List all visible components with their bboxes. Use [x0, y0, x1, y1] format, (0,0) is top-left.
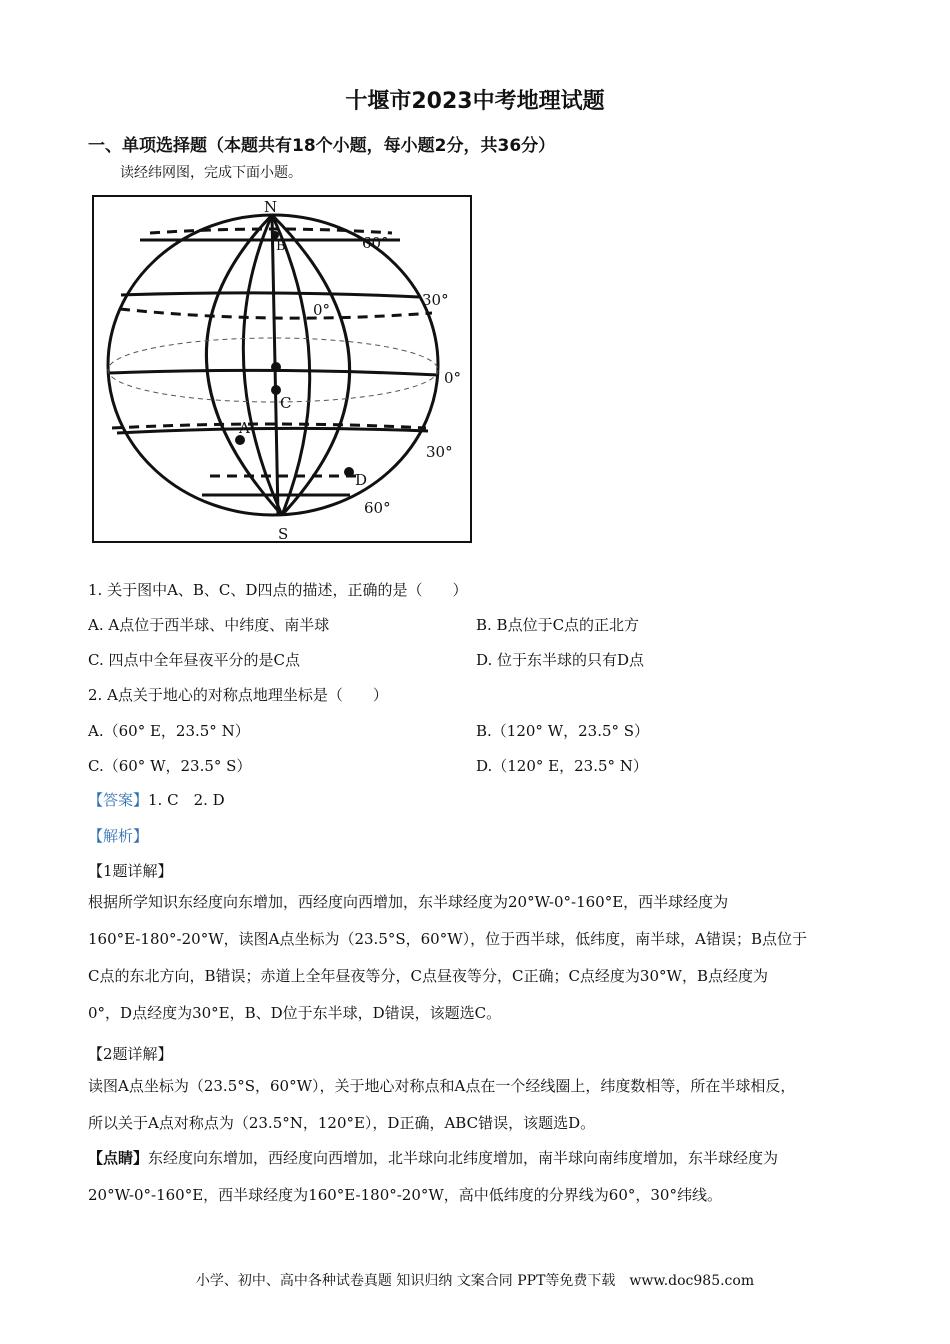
footer-text: 小学、初中、高中各种试卷真题 知识归纳 文案合同 PPT等免费下载 www.doc985.com — [195, 1273, 755, 1289]
graticule-figure — [92, 195, 472, 543]
q1-option-c[interactable]: C. 四点中全年昼夜平分的是C点 — [88, 651, 300, 669]
q2-option-b[interactable]: B.（120° W，23.5° S） — [476, 722, 650, 740]
point-d — [344, 467, 354, 477]
page-title: 十堰市2023中考地理试题 — [345, 89, 605, 114]
label-lat60n: 60° — [362, 234, 389, 252]
comment-text-1: 东经度向东增加，西经度向西增加，北半球向北纬度增加，南半球向南纬度增加，东半球经度为 — [148, 1149, 779, 1167]
q1-option-a[interactable]: A. A点位于西半球、中纬度、南半球 — [88, 616, 330, 634]
q2-option-c[interactable]: C.（60° W，23.5° S） — [88, 757, 252, 775]
answer-label: 【答案】 — [88, 791, 149, 809]
label-point-b: B — [276, 239, 286, 254]
label-north: N — [264, 198, 278, 216]
label-lat60s: 60° — [364, 499, 391, 517]
comment-text-2: 20°W-0°-160°E，西半球经度为160°E-180°-20°W，高中低纬度的分界线为60°，30°纬线。 — [88, 1186, 722, 1204]
answer-line — [88, 789, 225, 810]
comment-line-1 — [88, 1140, 868, 1177]
q2-option-d[interactable]: D.（120° E，23.5° N） — [476, 757, 648, 775]
question-1-stem: 1. 关于图中A、B、C、D四点的描述，正确的是（ ） — [88, 581, 468, 599]
answer-text: 1. C 2. D — [148, 791, 225, 809]
detail1-line: 根据所学知识东经度向东增加，西经度向西增加，东半球经度为20°W-0°-160°E，西半球经度为 — [88, 893, 729, 911]
analysis-label: 【解析】 — [88, 827, 149, 845]
label-equator: 0° — [444, 369, 462, 387]
comment-label: 【点睛】 — [88, 1149, 149, 1167]
detail1-line: 160°E-180°-20°W，读图A点坐标为（23.5°S，60°W），位于西半球，低纬度，南半球，A错误；B点位于 — [88, 930, 807, 948]
label-point-c: C — [280, 394, 292, 412]
detail1-line: C点的东北方向，B错误；赤道上全年昼夜等分，C点昼夜等分，C正确；C点经度为30°W，B点经度为 — [88, 967, 768, 985]
label-south: S — [278, 525, 289, 543]
label-lat30n: 30° — [422, 291, 449, 309]
q2-option-a[interactable]: A.（60° E，23.5° N） — [88, 722, 250, 740]
detail2-heading: 【2题详解】 — [88, 1045, 173, 1063]
label-point-d: D — [355, 471, 368, 489]
comment-body — [88, 1140, 868, 1214]
section-heading: 一、单项选择题（本题共有18个小题，每小题2分，共36分） — [88, 136, 556, 156]
detail1-body — [88, 884, 868, 1032]
detail2-line: 所以关于A点对称点为（23.5°N，120°E），D正确，ABC错误，该题选D。 — [88, 1114, 596, 1132]
label-lat30s: 30° — [426, 443, 453, 461]
detail1-line: 0°，D点经度为30°E，B、D位于东半球，D错误，该题选C。 — [88, 1004, 502, 1022]
point-b — [271, 231, 279, 239]
q1-option-b[interactable]: B. B点位于C点的正北方 — [476, 616, 640, 634]
q1-option-d[interactable]: D. 位于东半球的只有D点 — [476, 651, 645, 669]
label-meridian0: 0° — [313, 301, 331, 319]
question-2-stem: 2. A点关于地心的对称点地理坐标是（ ） — [88, 686, 388, 704]
detail2-body — [88, 1068, 868, 1142]
point-c-upper — [271, 362, 281, 372]
detail2-line: 读图A点坐标为（23.5°S，60°W），关于地心对称点和A点在一个经线圈上，纬度数相等，所在半球相反， — [88, 1077, 796, 1095]
label-point-a: A — [239, 419, 250, 437]
intro-text: 读经纬网图，完成下面小题。 — [120, 165, 302, 181]
detail1-heading: 【1题详解】 — [88, 862, 173, 880]
